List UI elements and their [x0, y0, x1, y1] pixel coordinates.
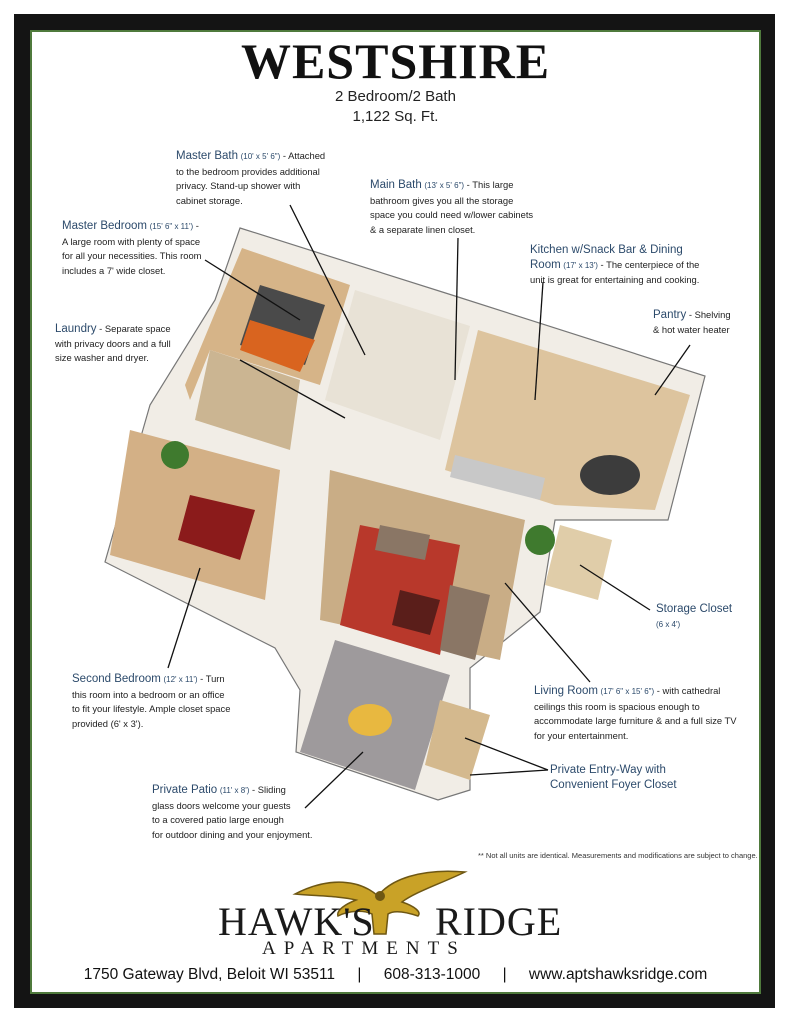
footer-separator: | — [502, 966, 507, 983]
callout-pantry: Pantry - Shelving & hot water heater — [653, 309, 731, 335]
laundry-label: Laundry — [55, 323, 97, 335]
callout-private-patio: Private Patio (11' x 8') - Sliding glass doors welcome your guests to a covered patio large enough for outdoor dining and your enjoyment. — [152, 784, 313, 840]
master-bedroom-description: A large room with plenty of space for all your necessities. This room includes a 7' wide closet. — [62, 235, 202, 276]
callout-master-bedroom: Master Bedroom (15' 6" x 11') - A large room with plenty of space for all your necessities. This room includes a 7' wide closet. — [62, 220, 202, 276]
patio-description: Sliding glass doors welcome your guests to a covered patio large enough for outdoor dining and your enjoyment. — [152, 784, 313, 840]
main-bath-label: Main Bath — [370, 179, 422, 191]
plant-icon — [525, 525, 555, 555]
kitchen-label-line2: Room — [530, 258, 561, 271]
plan-size: 1,122 Sq. Ft. — [352, 108, 439, 125]
callout-entry-way — [550, 763, 740, 792]
second-bedroom-dimensions: (12' x 11') — [163, 675, 198, 684]
plan-layout: 2 Bedroom/2 Bath — [335, 88, 456, 105]
logo-word-ridge: RIDGE — [435, 899, 563, 944]
plan-title: WESTSHIRE — [240, 33, 551, 89]
storage-closet-floor — [545, 525, 612, 600]
patio-label: Private Patio — [152, 784, 218, 796]
main-bath-description: This large bathroom gives you all the storage space you could need w/lower cabinets & a separate linen closet. — [370, 179, 534, 235]
pantry-label: Pantry — [653, 309, 687, 321]
dining-table — [580, 455, 640, 495]
living-room-label: Living Room — [534, 685, 598, 697]
callout-second-bedroom: Second Bedroom (12' x 11') - Turn this room into a bedroom or an office to fit your lifestyle. Ample closet space provided (6' x 3'). — [72, 673, 231, 729]
contact-footer — [0, 966, 791, 984]
phone-number: 608-313-1000 — [383, 966, 481, 983]
callout-storage-closet — [656, 602, 766, 632]
living-room-description: with cathedral ceilings this room is spacious enough to accommodate large furniture & and a full size TV for your entertainment. — [534, 685, 737, 741]
patio-dimensions: (11' x 8') — [219, 786, 250, 795]
callout-laundry: Laundry - Separate space with privacy doors and a full size washer and dryer. — [55, 323, 171, 363]
laundry-description: Separate space with privacy doors and a full size washer and dryer. — [55, 323, 171, 363]
callout-kitchen: Kitchen w/Snack Bar & Dining Room (17' x 13') - The centerpiece of the unit is great for entertaining and cooking. — [530, 244, 700, 285]
address: 1750 Gateway Blvd, Beloit WI 53511 — [83, 966, 336, 983]
second-bedroom-description: Turn this room into a bedroom or an office to fit your lifestyle. Ample closet space provided (6' x 3'). — [72, 673, 231, 729]
second-bedroom-label: Second Bedroom — [72, 673, 161, 685]
entry-way-label-line2: Convenient Foyer Closet — [550, 778, 677, 791]
disclaimer: ** Not all units are identical. Measurements and modifications are subject to change. — [478, 851, 758, 860]
logo-word-hawks: HAWK'S — [218, 899, 375, 944]
logo-word-apartments: APARTMENTS — [262, 938, 466, 959]
footer-separator: | — [357, 966, 362, 983]
master-bath-dimensions: (10' x 5' 6") — [240, 152, 281, 161]
storage-closet-label: Storage Closet — [656, 603, 733, 615]
kitchen-label: Kitchen w/Snack Bar & Dining — [530, 244, 683, 256]
master-bedroom-dimensions: (15' 6" x 11') — [149, 222, 194, 231]
callout-master-bath: Master Bath (10' x 5' 6") - Attached to the bedroom provides additional privacy. Stand-up shower with cabinet storage. — [176, 150, 326, 206]
main-bath-dimensions: (13' x 5' 6") — [424, 181, 465, 190]
living-room-dimensions: (17' 6" x 15' 6") — [600, 687, 655, 696]
master-bath-label: Master Bath — [176, 150, 238, 162]
kitchen-dimensions: (17' x 13') — [563, 260, 598, 270]
callout-living-room: Living Room (17' 6" x 15' 6") - with cathedral ceilings this room is spacious enough to accommodate large furniture & and a full size TV for your entertainment. — [534, 685, 737, 741]
kitchen-description: The centerpiece of the unit is great for entertaining and cooking. — [530, 258, 700, 285]
pantry-description: Shelving & hot water heater — [653, 309, 731, 335]
callout-main-bath: Main Bath (13' x 5' 6") - This large bathroom gives you all the storage space you could need w/lower cabinets & a separate linen closet. — [370, 179, 534, 235]
website-link[interactable]: www.aptshawksridge.com — [528, 966, 708, 983]
storage-closet-dimensions: (6 x 4') — [656, 619, 681, 629]
master-bath-description: Attached to the bedroom provides additional privacy. Stand-up shower with cabinet storage. — [176, 150, 326, 206]
master-bedroom-label: Master Bedroom — [62, 220, 148, 232]
plant-icon — [161, 441, 189, 469]
entry-way-label: Private Entry-Way with — [550, 764, 666, 776]
patio-table — [348, 704, 392, 736]
